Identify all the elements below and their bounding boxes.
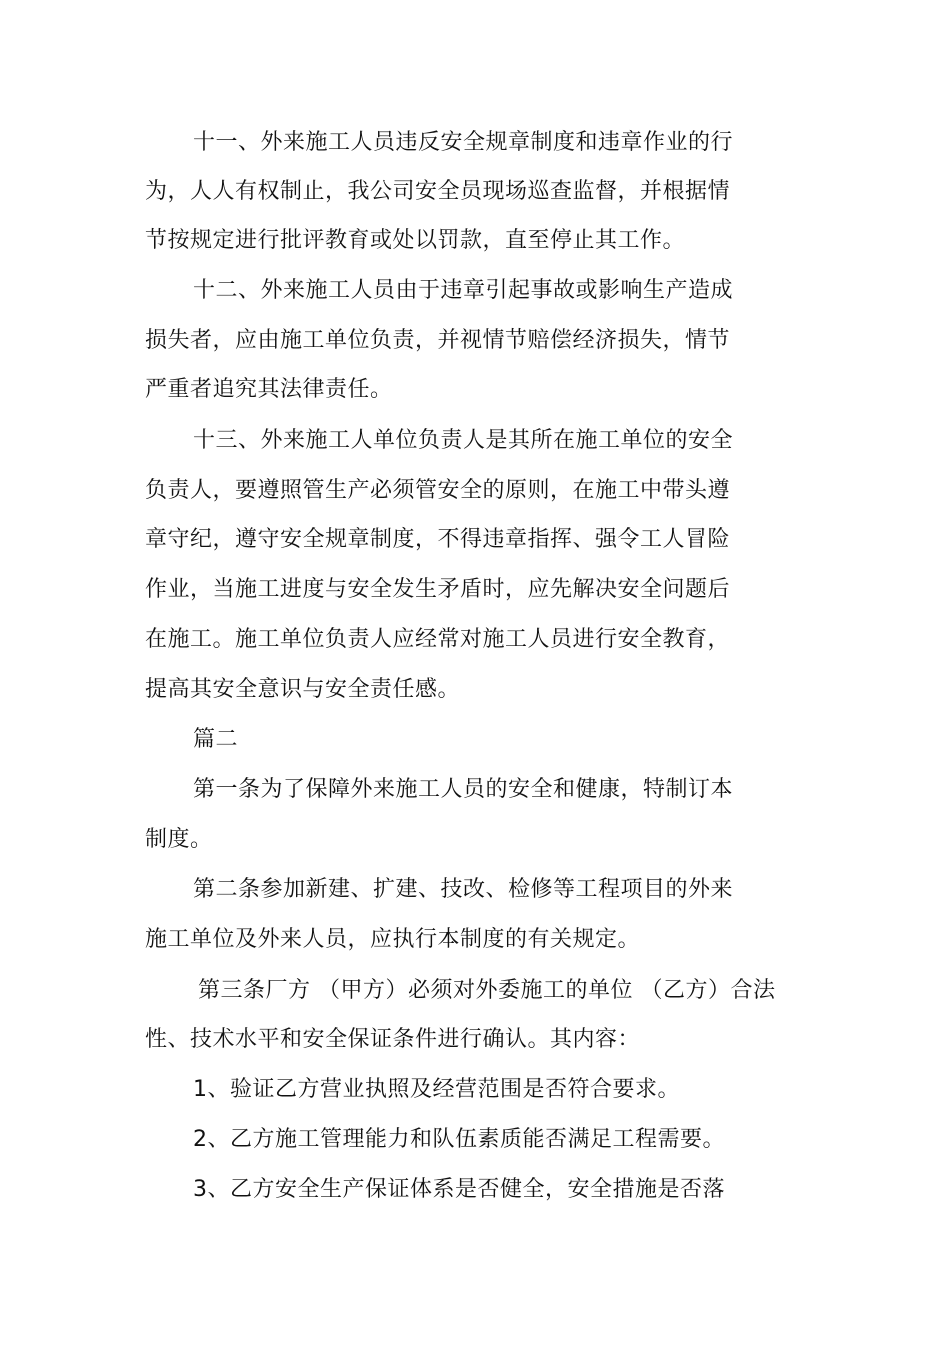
text-line: 作业，当施工进度与安全发生矛盾时，应先解决安全问题后 [145, 577, 731, 602]
text-line: 性、技术水平和安全保证条件进行确认。其内容： [145, 1027, 641, 1052]
text-line: 章守纪，遵守安全规章制度，不得违章指挥、强令工人冒险 [145, 527, 731, 552]
list-item: 3、乙方安全生产保证体系是否健全，安全措施是否落 [193, 1177, 725, 1202]
text-line: 第二条参加新建、扩建、技改、检修等工程项目的外来 [193, 877, 734, 902]
text-line: 在施工。施工单位负责人应经常对施工人员进行安全教育， [145, 627, 731, 652]
text-line: 损失者，应由施工单位负责，并视情节赔偿经济损失，情节 [145, 328, 731, 353]
text-line: 第一条为了保障外来施工人员的安全和健康，特制订本 [193, 777, 734, 802]
text-line: 提高其安全意识与安全责任感。 [145, 677, 461, 702]
text-line: 节按规定进行批评教育或处以罚款，直至停止其工作。 [145, 228, 686, 253]
text-line: 十一、外来施工人员违反安全规章制度和违章作业的行 [193, 130, 734, 155]
text-line: 十二、外来施工人员由于违章引起事故或影响生产造成 [193, 278, 734, 303]
text-line: 严重者追究其法律责任。 [145, 377, 393, 402]
section-heading: 篇二 [193, 727, 239, 752]
text-line: 负责人，要遵照管生产必须管安全的原则，在施工中带头遵 [145, 478, 731, 503]
text-line: 施工单位及外来人员，应执行本制度的有关规定。 [145, 927, 641, 952]
text-line: 十三、外来施工人单位负责人是其所在施工单位的安全 [193, 428, 734, 453]
list-item: 2、乙方施工管理能力和队伍素质能否满足工程需要。 [193, 1127, 725, 1152]
text-line: 为，人人有权制止，我公司安全员现场巡查监督，并根据情 [145, 179, 731, 204]
text-line: 第三条厂方 （甲方）必须对外委施工的单位 （乙方）合法 [198, 978, 776, 1003]
list-item: 1、验证乙方营业执照及经营范围是否符合要求。 [193, 1077, 680, 1102]
text-line: 制度。 [145, 827, 213, 852]
